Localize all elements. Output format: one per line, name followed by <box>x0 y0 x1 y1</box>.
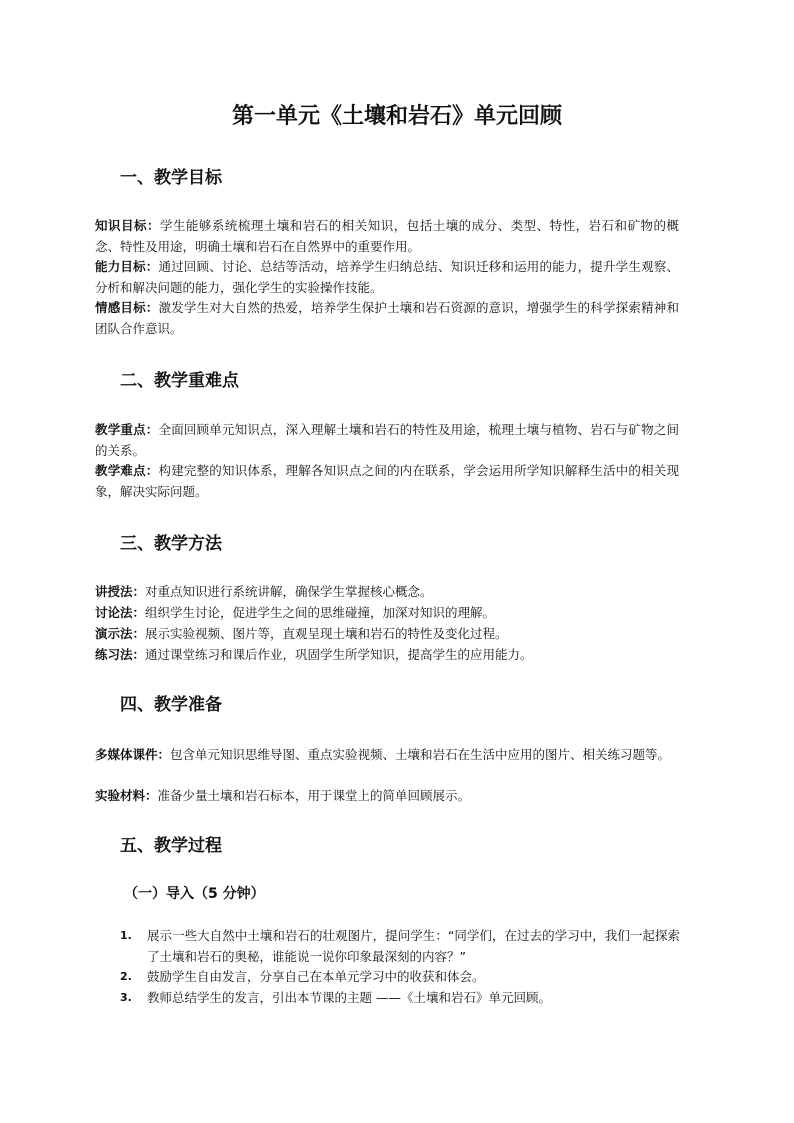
item-label: 多媒体课件： <box>95 747 171 762</box>
item-text: 激发学生对大自然的热爱，培养学生保护土壤和岩石资源的意识，增强学生的科学探索精神和团队合作意识。 <box>95 300 679 336</box>
list-text: 教师总结学生的发言，引出本节课的主题 ——《土壤和岩石》单元回顾。 <box>147 990 551 1005</box>
item-text: 准备少量土壤和岩石标本，用于课堂上的简单回顾展示。 <box>157 788 471 803</box>
item-label: 教学难点： <box>95 463 159 478</box>
list-number: 1. <box>120 929 132 942</box>
item-label: 实验材料： <box>95 788 158 803</box>
objective-emotion <box>95 298 679 339</box>
list-item <box>120 926 680 967</box>
item-label: 教学重点： <box>95 422 159 437</box>
difficult-point <box>95 461 679 502</box>
item-label: 知识目标： <box>95 218 160 233</box>
list-number: 2. <box>120 970 132 983</box>
subsection-heading-intro: （一）导入（5 分钟） <box>124 886 265 902</box>
section-heading-process: 五、教学过程 <box>120 836 222 856</box>
section-heading-preparation: 四、教学准备 <box>120 695 222 715</box>
item-text: 学生能够系统梳理土壤和岩石的相关知识，包括土壤的成分、类型、特性，岩石和矿物的概念、特性及用途，明确土壤和岩石在自然界中的重要作用。 <box>95 218 679 254</box>
list-item <box>120 988 680 1009</box>
item-text: 对重点知识进行系统讲解，确保学生掌握核心概念。 <box>145 584 433 599</box>
prep-materials <box>95 786 679 807</box>
key-point <box>95 420 679 461</box>
list-text: 展示一些大自然中土壤和岩石的壮观图片，提问学生：“同学们，在过去的学习中，我们一起探索了土壤和岩石的奥秘，谁能说一说你印象最深刻的内容？” <box>147 928 680 964</box>
item-text: 包含单元知识思维导图、重点实验视频、土壤和岩石在生活中应用的图片、相关练习题等。 <box>170 747 671 762</box>
method-discussion <box>95 603 679 624</box>
prep-multimedia <box>95 745 679 766</box>
list-number: 3. <box>120 991 132 1004</box>
item-label: 练习法： <box>95 647 146 662</box>
item-text: 全面回顾单元知识点，深入理解土壤和岩石的特性及用途，梳理土壤与植物、岩石与矿物之间的关系。 <box>95 422 679 458</box>
objective-ability <box>95 257 679 298</box>
item-label: 情感目标： <box>95 300 159 315</box>
list-item <box>120 967 680 988</box>
item-text: 通过课堂练习和课后作业，巩固学生所学知识，提高学生的应用能力。 <box>145 647 533 662</box>
item-text: 构建完整的知识体系，理解各知识点之间的内在联系，学会运用所学知识解释生活中的相关现象，解决实际问题。 <box>95 463 679 499</box>
objective-knowledge <box>95 216 679 257</box>
item-text: 展示实验视频、图片等，直观呈现土壤和岩石的特性及变化过程。 <box>145 626 508 641</box>
list-text: 鼓励学生自由发言，分享自己在本单元学习中的收获和体会。 <box>147 969 485 984</box>
item-label: 演示法： <box>95 626 146 641</box>
item-text: 通过回顾、讨论、总结等活动，培养学生归纳总结、知识迁移和运用的能力，提升学生观察、分析和解决问题的能力，强化学生的实验操作技能。 <box>95 259 679 295</box>
item-label: 讨论法： <box>95 605 146 620</box>
method-demonstration <box>95 624 679 645</box>
section-heading-objectives: 一、教学目标 <box>120 168 222 188</box>
section-heading-key-points: 二、教学重难点 <box>120 371 239 391</box>
method-lecture <box>95 582 679 603</box>
section-heading-methods: 三、教学方法 <box>120 534 222 554</box>
item-text: 组织学生讨论，促进学生之间的思维碰撞，加深对知识的理解。 <box>145 605 496 620</box>
method-practice <box>95 645 679 666</box>
item-label: 能力目标： <box>95 259 159 274</box>
document-title: 第一单元《土壤和岩石》单元回顾 <box>231 104 562 129</box>
item-label: 讲授法： <box>95 584 146 599</box>
